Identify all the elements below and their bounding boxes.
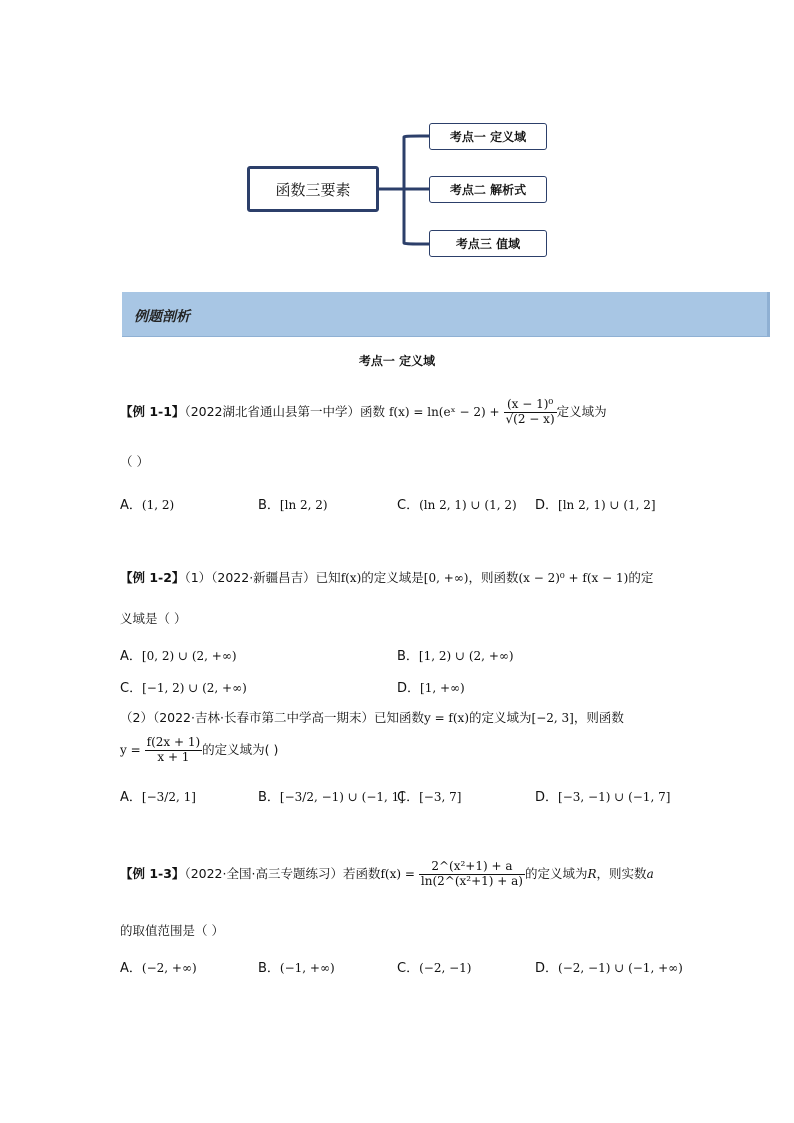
mindmap-node-domain: 考点一 定义域 [429, 123, 547, 150]
ex1-1-fraction [504, 398, 557, 427]
ex1-2-2-option-b[interactable]: B．[−3/2, −1) ∪ (−1, 1] [258, 790, 404, 805]
ex1-2-fx: f(x) [340, 571, 362, 585]
ex1-2-1-option-a[interactable]: A．[0, 2) ∪ (2, +∞) [120, 649, 237, 664]
mindmap-root: 函数三要素 [247, 166, 379, 212]
mindmap-connectors [0, 0, 794, 300]
ex1-2-1-option-d[interactable]: D．[1, +∞) [397, 681, 465, 696]
ex1-2-tag: 【例 1-2】 [120, 570, 185, 585]
ex1-3-option-c[interactable]: C．(−2, −1) [397, 961, 472, 976]
ex1-1-source: （2022湖北省通山县第一中学）函数 [184, 403, 385, 419]
ex1-2-2-option-a[interactable]: A．[−3/2, 1] [120, 790, 196, 805]
ex1-2-part2-fraction: $\frac{f(2x + 1)}{x + 1}$ [146, 735, 201, 764]
ex1-3-option-a[interactable]: A．(−2, +∞) [120, 961, 197, 976]
ex1-2-part2-func: y = f(x) [423, 711, 470, 725]
banner-label: 例题剖析 [134, 309, 190, 325]
ex1-3-stem: 【例 1-3】（2022·全国·高三专题练习）若函数f(x) = $\frac{\text{2\textasciicircum{}(x²+1) + a}}{\text{ln(2\textasciicircum{}(x²+1) + a)}}$ 的定义域为R，则实数a [120, 859, 654, 888]
ex1-3-fraction: $\frac{\text{2\textasciicircum{}(x²+1) + a}}{\text{ln(2\textasciicircum{}(x²+1) + a)}}$ [420, 859, 523, 888]
ex1-1-option-c[interactable]: C．(ln 2, 1) ∪ (1, 2) [397, 498, 517, 513]
ex1-1-blank: （ ） [120, 454, 149, 469]
ex1-3-tag: 【例 1-3】 [120, 865, 185, 881]
ex1-1-denominator: √(2 − x) [505, 411, 555, 426]
ex1-2-part2-line2: y = $\frac{f(2x + 1)}{x + 1}$ 的定义域为( ) [120, 735, 279, 764]
ex1-2-1-option-b[interactable]: B．[1, 2) ∪ (2, +∞) [397, 649, 514, 664]
ex1-1-suffix: 定义域为 [556, 403, 607, 419]
section-title: 考点一 定义域 [358, 354, 436, 368]
ex1-2-part2-domain: [−2, 3] [531, 711, 574, 725]
ex1-1-function: f(x) = ln(eˣ − 2) + [388, 404, 500, 419]
ex1-3-option-b[interactable]: B．(−1, +∞) [258, 961, 335, 976]
ex1-1-stem [120, 398, 607, 427]
ex1-3-line2: 的取值范围是（ ） [120, 923, 224, 938]
ex1-2-domain: [0, +∞) [423, 571, 469, 585]
ex1-2-2-option-d[interactable]: D．[−3, −1) ∪ (−1, 7] [535, 790, 671, 805]
ex1-1-option-a[interactable]: A．(1, 2) [120, 498, 175, 513]
mindmap-node-expression: 考点二 解析式 [429, 176, 547, 203]
ex1-2-part2-stem: （2）（2022·吉林·长春市第二中学高一期末）已知函数y = f(x)的定义域为[−2, 3]，则函数 [120, 710, 624, 725]
ex1-3-option-d[interactable]: D．(−2, −1) ∪ (−1, +∞) [535, 961, 683, 976]
ex1-1-numerator: (x − 1)⁰ [504, 398, 557, 413]
ex1-2-expression: (x − 2)⁰ + f(x − 1) [518, 571, 629, 585]
ex1-2-stem: 【例 1-2】（1）（2022·新疆昌吉）已知f(x)的定义域是[0, +∞)，则函数(x − 2)⁰ + f(x − 1)的定 [120, 570, 654, 585]
ex1-2-2-option-c[interactable]: C．[−3, 7] [397, 790, 462, 805]
ex1-2-stem-line2: 义域是（ ） [120, 611, 187, 626]
section-banner [122, 292, 770, 337]
ex1-2-1-option-c[interactable]: C．[−1, 2) ∪ (2, +∞) [120, 681, 247, 696]
ex1-1-option-b[interactable]: B．[ln 2, 2) [258, 498, 328, 513]
mindmap-node-range: 考点三 值域 [429, 230, 547, 257]
ex1-1-option-d[interactable]: D．[ln 2, 1) ∪ (1, 2] [535, 498, 656, 513]
ex1-1-tag: 【例 1-1】 [120, 403, 185, 419]
